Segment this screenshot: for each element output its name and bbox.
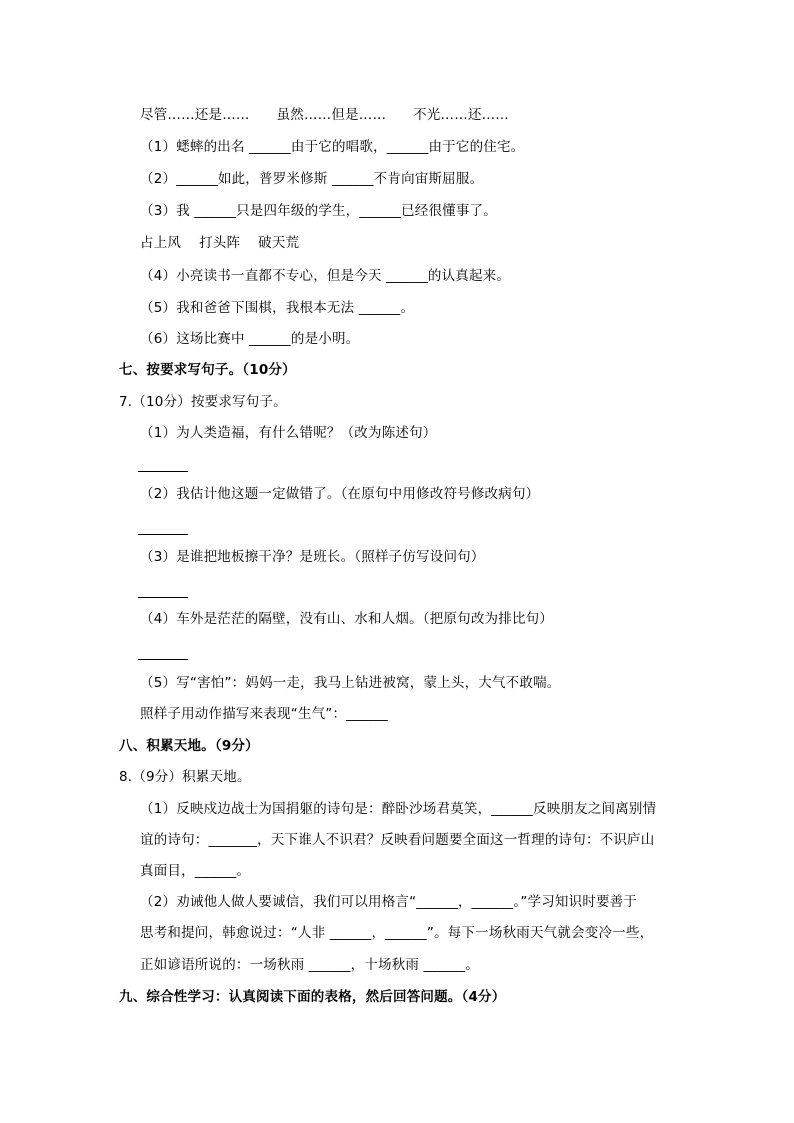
- fill-item-3: （3）我 ______只是四年级的学生，______已经很懂事了。: [140, 203, 497, 219]
- word-options-2: 占上风 打头阵 破天荒: [140, 235, 300, 251]
- question-7: 7.（10分）按要求写句子。: [119, 394, 287, 410]
- section-heading-8: 八、积累天地。（9分）: [119, 738, 259, 754]
- answer-blank: [138, 659, 188, 660]
- q7-item-3: （3）是谁把地板擦干净？是班长。（照样子仿写设问句）: [140, 549, 485, 565]
- q8-item-1-line2: 谊的诗句：_______，天下谁人不识君？反映看问题要全面这一哲理的诗句：不识庐山: [140, 832, 655, 848]
- fill-item-1: （1）蟋蟀的出名 ______由于它的唱歌，______由于它的住宅。: [140, 139, 525, 155]
- q8-item-1-line3: 真面目，______。: [140, 863, 251, 879]
- q8-item-2-line1: （2）劝诫他人做人要诚信，我们可以用格言“______，______。”学习知识时要善于: [140, 894, 638, 910]
- fill-item-4: （4）小亮读书一直都不专心，但是今天 ______的认真起来。: [140, 268, 511, 284]
- q7-item-5-task: 照样子用动作描写来表现“生气”：______: [140, 706, 388, 722]
- fill-item-5: （5）我和爸爸下围棋，我根本无法 ______。: [140, 300, 415, 316]
- fill-item-6: （6）这场比赛中 ______的是小明。: [140, 331, 360, 347]
- q7-item-1: （1）为人类造福，有什么错呢？（改为陈述句）: [140, 425, 437, 441]
- answer-blank: [138, 534, 188, 535]
- q8-item-2-line3: 正如谚语所说的：一场秋雨 ______，十场秋雨 ______。: [140, 957, 479, 973]
- q7-item-4: （4）车外是茫茫的隔壁，没有山、水和人烟。（把原句改为排比句）: [140, 611, 554, 627]
- word-options-1: 尽管……还是…… 虽然……但是…… 不光……还……: [140, 107, 509, 123]
- answer-blank: [138, 471, 188, 472]
- q7-item-2: （2）我估计他这题一定做错了。（在原句中用修改符号修改病句）: [140, 486, 540, 502]
- section-heading-7: 七、按要求写句子。（10分）: [119, 362, 296, 378]
- q7-item-5: （5）写“害怕”：妈妈一走，我马上钻进被窝，蒙上头，大气不敢喘。: [140, 675, 561, 691]
- fill-item-2: （2）______如此，普罗米修斯 ______不肯向宙斯屈服。: [140, 171, 484, 187]
- question-8: 8.（9分）积累天地。: [119, 769, 251, 785]
- q8-item-1-line1: （1）反映戍边战士为国捐躯的诗句是：醉卧沙场君莫笑，______反映朋友之间离别情: [140, 801, 657, 817]
- answer-blank: [138, 597, 188, 598]
- q8-item-2-line2: 思考和提问，韩愈说过：“人非 ______，______”。每下一场秋雨天气就会变冷一些，: [140, 925, 654, 941]
- section-heading-9: 九、综合性学习：认真阅读下面的表格，然后回答问题。（4分）: [119, 989, 506, 1005]
